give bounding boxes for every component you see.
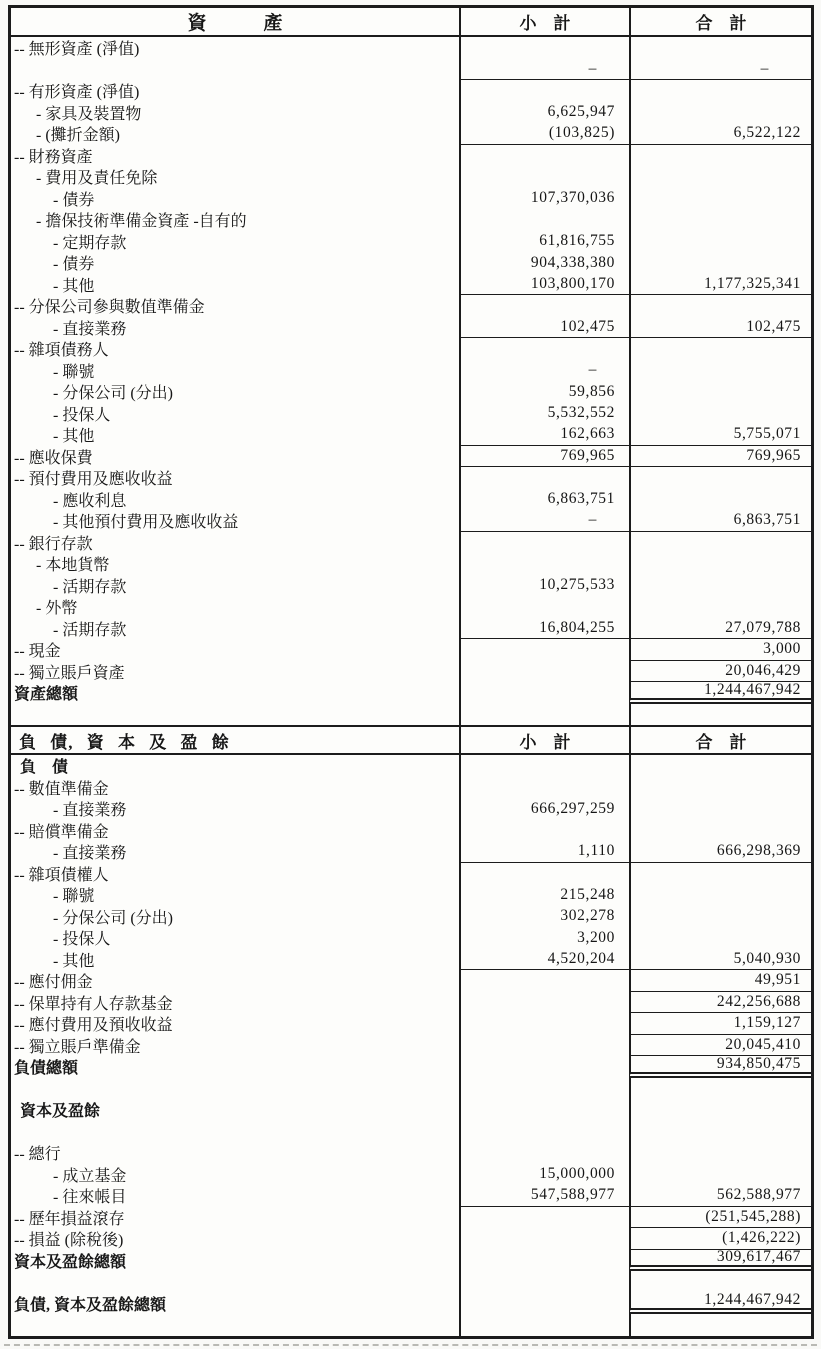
assets-rows [11,37,811,725]
table-row [11,661,811,683]
table-row [11,532,811,554]
table-row [11,949,811,971]
row-label: 負 債 [20,759,69,777]
row-subtotal-value: 666,297,259 [459,798,629,820]
table-row [11,1228,811,1250]
row-total-value [629,820,811,842]
row-label: -- 有形資產 (淨值) [14,84,140,102]
row-subtotal-value: 162,663 [459,424,629,446]
row-total-value [629,145,811,167]
table-row [11,575,811,597]
table-row [11,231,811,253]
row-label: - 聯號 [53,888,95,906]
table-row [11,166,811,188]
row-total-value: 666,298,369 [629,841,811,863]
row-total-value [629,1271,811,1293]
table-row [11,1078,811,1100]
row-subtotal-value: 4,520,204 [459,949,629,971]
row-total-value [629,532,811,554]
row-label: - 聯號 [53,363,95,381]
table-row [11,123,811,145]
row-total-value [629,231,811,253]
row-total-value [629,596,811,618]
assets-header-title: 資 產 [187,13,283,34]
row-total-value [629,467,811,489]
row-total-value [629,295,811,317]
row-subtotal-value: 5,532,552 [459,403,629,425]
row-total-value: 3,000 [629,639,811,661]
table-row [11,1207,811,1229]
row-total-value [629,798,811,820]
row-label: - 投保人 [53,931,111,949]
row-subtotal-value [459,820,629,842]
row-total-value [629,360,811,382]
row-label: - 活期存款 [53,578,127,596]
table-row [11,59,811,81]
table-row [11,102,811,124]
row-label: -- 保單持有人存款基金 [14,995,173,1013]
row-subtotal-value [459,1142,629,1164]
table-row [11,1013,811,1035]
row-label: - 直接業務 [53,320,127,338]
row-subtotal-value [459,992,629,1014]
row-label: -- 雜項債務人 [14,342,109,360]
row-total-value [629,252,811,274]
table-row [11,1250,811,1272]
table-row [11,1314,811,1336]
table-row [11,274,811,296]
row-label: - 其他 [53,952,95,970]
table-row [11,863,811,885]
row-total-value: 5,040,930 [629,949,811,971]
row-label: - 本地貨幣 [36,557,110,575]
liabilities-total-column-header: 合 計 [629,727,811,753]
row-subtotal-value [459,1250,629,1272]
row-label: - (攤折金額) [36,127,120,145]
table-row [11,145,811,167]
table-row [11,317,811,339]
row-subtotal-value [459,1271,629,1293]
table-row [11,798,811,820]
table-row [11,841,811,863]
row-total-value [629,209,811,231]
row-total-value: (251,545,288) [629,1207,811,1229]
row-total-value [629,489,811,511]
table-row [11,1142,811,1164]
row-subtotal-value [459,777,629,799]
row-label: -- 數值準備金 [14,780,109,798]
table-row [11,927,811,949]
row-label: -- 應付費用及預收收益 [14,1017,173,1035]
row-subtotal-value: 769,965 [459,446,629,468]
row-label [11,1078,459,1100]
row-label: -- 預付費用及應收收益 [14,471,173,489]
table-row [11,37,811,59]
row-label: -- 應收保費 [14,449,93,467]
row-subtotal-value [459,970,629,992]
row-total-value: 27,079,788 [629,618,811,640]
row-subtotal-value: 59,856 [459,381,629,403]
row-subtotal-value: 302,278 [459,906,629,928]
table-row [11,467,811,489]
row-subtotal-value [459,596,629,618]
row-total-value: 1,244,467,942 [629,682,811,704]
row-total-value [629,1314,811,1336]
row-subtotal-value [459,467,629,489]
row-total-value [629,1164,811,1186]
row-subtotal-value [459,704,629,726]
table-row [11,1056,811,1078]
table-row [11,80,811,102]
row-subtotal-value [459,1099,629,1121]
row-label: -- 銀行存款 [14,535,93,553]
table-row [11,295,811,317]
row-label [11,59,459,81]
row-subtotal-value: 102,475 [459,317,629,339]
row-label [11,1121,459,1143]
row-label: - 直接業務 [53,845,127,863]
row-subtotal-value: 6,625,947 [459,102,629,124]
row-total-value [629,188,811,210]
table-row [11,596,811,618]
row-label: - 費用及責任免除 [36,170,158,188]
row-total-value: – [629,59,811,81]
row-label: - 分保公司 (分出) [53,385,173,403]
row-subtotal-value [459,1314,629,1336]
assets-section-header [11,8,811,37]
row-label: -- 分保公司參與數值準備金 [14,299,205,317]
row-subtotal-value [459,661,629,683]
row-total-value: 562,588,977 [629,1185,811,1207]
row-subtotal-value [459,166,629,188]
row-total-value [629,1078,811,1100]
row-label: -- 歷年損益滾存 [14,1210,125,1228]
table-row [11,381,811,403]
row-label: - 分保公司 (分出) [53,909,173,927]
table-row [11,755,811,777]
row-subtotal-value: 10,275,533 [459,575,629,597]
row-total-value [629,1099,811,1121]
liabilities-subtotal-column-header: 小 計 [459,727,629,753]
row-label [11,1314,459,1336]
row-subtotal-value: 904,338,380 [459,252,629,274]
row-subtotal-value [459,1078,629,1100]
row-subtotal-value [459,145,629,167]
row-label: 負債, 資本及盈餘總額 [14,1296,167,1314]
table-row [11,1271,811,1293]
liabilities-header-title: 負 債, 資 本 及 盈 餘 [19,732,230,752]
row-total-value [629,166,811,188]
row-total-value [629,927,811,949]
row-label: 資產總額 [14,686,79,704]
table-row [11,209,811,231]
row-subtotal-value [459,1056,629,1078]
row-label: -- 應付佣金 [14,974,93,992]
row-total-value: 769,965 [629,446,811,468]
table-row [11,188,811,210]
row-label: - 其他預付費用及應收收益 [53,514,239,532]
row-label: - 成立基金 [53,1167,127,1185]
row-total-value: 1,244,467,942 [629,1293,811,1315]
row-subtotal-value [459,1207,629,1229]
row-total-value: 242,256,688 [629,992,811,1014]
scan-artifact-line [4,1344,817,1346]
row-label: - 投保人 [53,406,111,424]
table-row [11,1293,811,1315]
table-row [11,338,811,360]
row-subtotal-value: – [459,360,629,382]
row-label: -- 損益 (除稅後) [14,1232,124,1250]
row-subtotal-value: – [459,59,629,81]
row-total-value [629,704,811,726]
row-total-value [629,777,811,799]
row-total-value: 49,951 [629,970,811,992]
row-total-value [629,1121,811,1143]
table-row [11,992,811,1014]
table-row [11,1121,811,1143]
row-subtotal-value: 16,804,255 [459,618,629,640]
table-row [11,1035,811,1057]
row-total-value [629,553,811,575]
row-label: - 定期存款 [53,234,127,252]
row-label: - 債券 [53,191,95,209]
row-total-value: 309,617,467 [629,1250,811,1272]
table-row [11,777,811,799]
row-total-value: 5,755,071 [629,424,811,446]
row-subtotal-value: 15,000,000 [459,1164,629,1186]
row-total-value: 1,177,325,341 [629,274,811,296]
row-label: -- 財務資產 [14,148,93,166]
row-total-value: 6,863,751 [629,510,811,532]
row-total-value: 1,159,127 [629,1013,811,1035]
row-total-value [629,381,811,403]
table-row [11,884,811,906]
row-subtotal-value [459,553,629,575]
row-label [11,1271,459,1293]
row-total-value: 934,850,475 [629,1056,811,1078]
row-label: - 家具及裝置物 [36,105,142,123]
row-label: - 直接業務 [53,802,127,820]
row-label: - 擔保技術準備金資產 -自有的 [36,213,247,231]
row-subtotal-value [459,209,629,231]
row-label: 資本及盈餘 [20,1103,101,1121]
row-label: -- 雜項債權人 [14,866,109,884]
table-row [11,1185,811,1207]
assets-total-column-header: 合 計 [629,8,811,35]
table-row [11,970,811,992]
balance-sheet-table [8,5,814,1339]
row-label: - 外幣 [36,600,78,618]
row-subtotal-value: 547,588,977 [459,1185,629,1207]
row-subtotal-value: 103,800,170 [459,274,629,296]
row-subtotal-value [459,1293,629,1315]
table-row [11,446,811,468]
row-label: - 應收利息 [53,492,127,510]
row-label: - 其他 [53,277,95,295]
row-label: - 活期存款 [53,621,127,639]
row-subtotal-value [459,863,629,885]
row-label: -- 現金 [14,643,61,661]
row-subtotal-value [459,1228,629,1250]
row-subtotal-value: 3,200 [459,927,629,949]
row-subtotal-value [459,1121,629,1143]
row-subtotal-value [459,532,629,554]
row-label: - 往來帳目 [53,1189,127,1207]
row-total-value: 102,475 [629,317,811,339]
row-subtotal-value: 215,248 [459,884,629,906]
row-total-value [629,403,811,425]
row-total-value [629,80,811,102]
table-row [11,906,811,928]
row-total-value [629,102,811,124]
row-total-value: 20,046,429 [629,661,811,683]
row-label: -- 獨立賬戶資產 [14,664,125,682]
row-subtotal-value [459,37,629,59]
row-subtotal-value [459,338,629,360]
row-label: - 債券 [53,256,95,274]
row-total-value [629,884,811,906]
table-row [11,489,811,511]
row-subtotal-value [459,80,629,102]
row-total-value [629,863,811,885]
liabilities-section-header [11,725,811,755]
table-row [11,360,811,382]
table-row [11,1099,811,1121]
table-row [11,252,811,274]
row-label: - 其他 [53,428,95,446]
row-subtotal-value [459,1035,629,1057]
assets-subtotal-column-header: 小 計 [459,8,629,35]
row-label: 資本及盈餘總額 [14,1253,127,1271]
row-subtotal-value: 61,816,755 [459,231,629,253]
table-row [11,510,811,532]
row-label: -- 無形資產 (淨值) [14,41,140,59]
row-label: -- 總行 [14,1146,61,1164]
row-total-value [629,338,811,360]
row-subtotal-value: – [459,510,629,532]
row-total-value: 6,522,122 [629,123,811,145]
row-label [11,704,459,726]
row-total-value [629,1142,811,1164]
table-row [11,1164,811,1186]
row-total-value [629,906,811,928]
row-subtotal-value: (103,825) [459,123,629,145]
table-row [11,618,811,640]
row-subtotal-value [459,639,629,661]
row-total-value [629,755,811,777]
row-subtotal-value: 107,370,036 [459,188,629,210]
row-subtotal-value: 6,863,751 [459,489,629,511]
table-row [11,682,811,704]
row-total-value: 20,045,410 [629,1035,811,1057]
table-row [11,639,811,661]
row-label: -- 獨立賬戶準備金 [14,1038,141,1056]
row-subtotal-value [459,295,629,317]
row-total-value [629,37,811,59]
table-row [11,553,811,575]
row-subtotal-value: 1,110 [459,841,629,863]
liabilities-rows [11,755,811,1336]
row-label: 負債總額 [14,1060,79,1078]
table-row [11,403,811,425]
row-subtotal-value [459,682,629,704]
row-subtotal-value [459,755,629,777]
row-subtotal-value [459,1013,629,1035]
row-label: -- 賠償準備金 [14,823,109,841]
row-total-value [629,575,811,597]
table-row [11,424,811,446]
table-row [11,704,811,726]
row-total-value: (1,426,222) [629,1228,811,1250]
table-row [11,820,811,842]
